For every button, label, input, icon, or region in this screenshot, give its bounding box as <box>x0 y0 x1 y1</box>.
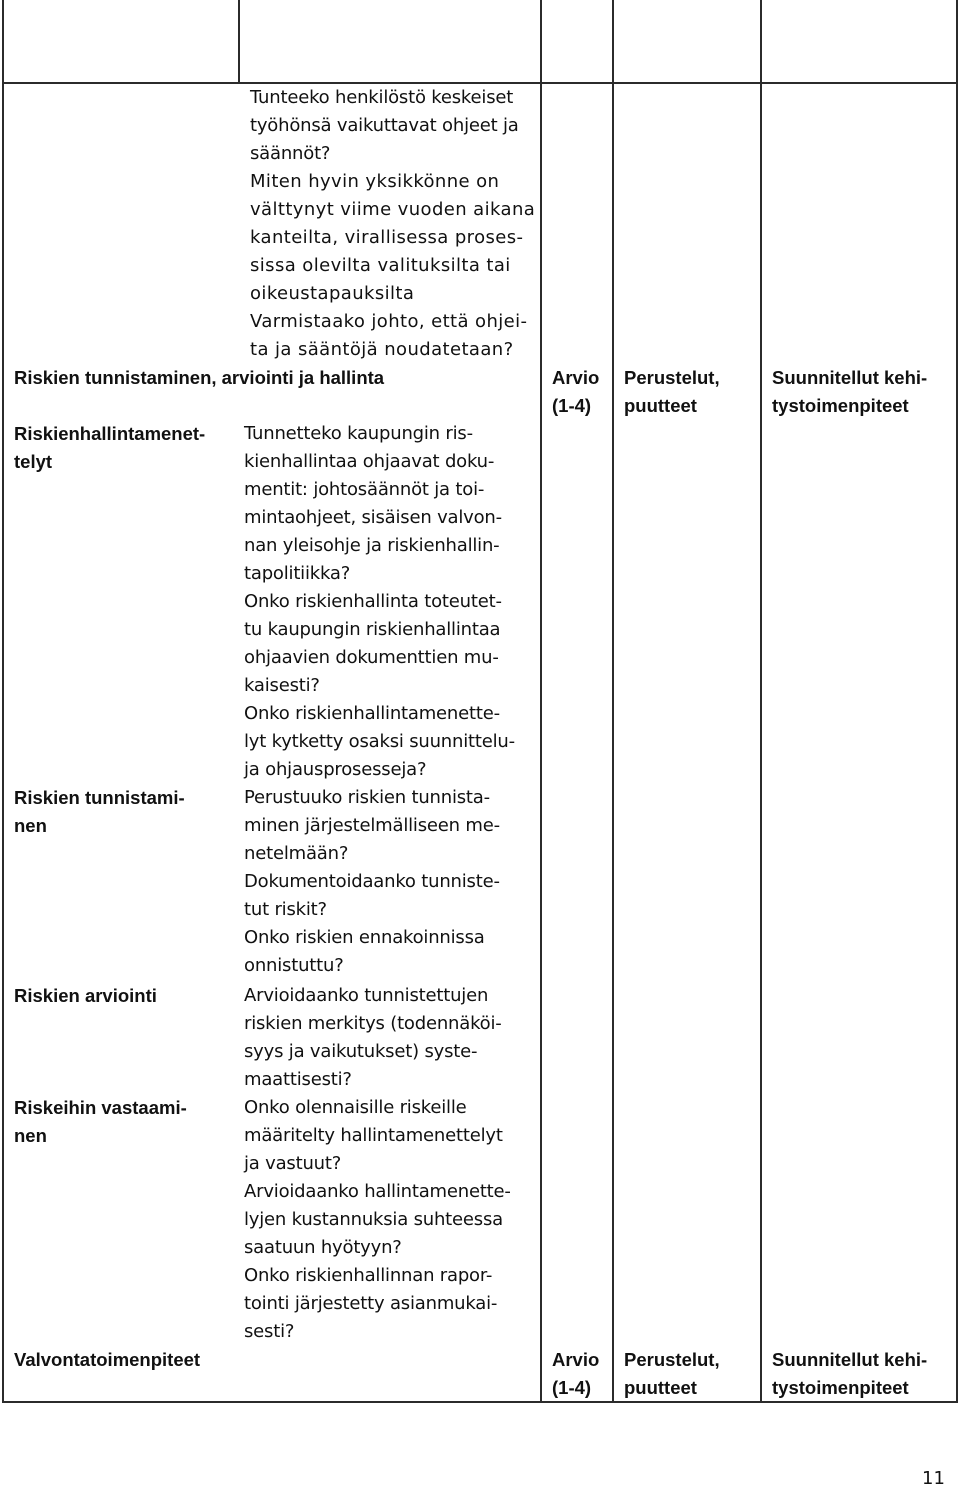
table-col-divider-kehitys <box>760 0 762 1403</box>
question-risk-implemented: Onko riskienhallinta toteutet- tu kaupungin riskienhallintaa ohjaavien dokumenttien mu- kaisesti? <box>244 591 502 696</box>
category-riskien-tunnistaminen: Riskien tunnistami- nen <box>14 787 185 836</box>
page-number: 11 <box>922 1468 945 1489</box>
category-riskienhallintamenettelyt: Riskienhallintamenet- telyt <box>14 423 206 472</box>
category-riskien-arviointi: Riskien arviointi <box>14 985 157 1006</box>
section-title-risk-management: Riskien tunnistaminen, arviointi ja hallinta <box>14 367 385 388</box>
column-header-perustelut: Perustelut, puutteet <box>624 367 720 416</box>
question-risk-anticipation: Onko riskien ennakoinnissa onnistuttu? <box>244 927 485 976</box>
column-header-perustelut-2: Perustelut, puutteet <box>624 1349 720 1398</box>
question-risk-linked-planning: Onko riskienhallintamenette- lyt kytketty osaksi suunnittelu- ja ohjausprosesseja? <box>244 703 515 780</box>
question-management-compliance: Varmistaako johto, että ohjei- ta ja sääntöjä noudatetaan? <box>250 311 528 360</box>
question-risk-assessment: Arvioidaanko tunnistettujen riskien merkitys (todennäköi- syys ja vaikutukset) syste- maattisesti? <box>244 985 502 1090</box>
column-header-arvio: Arvio (1-4) <box>552 367 600 416</box>
table-col-divider-arvio <box>540 0 542 1403</box>
question-identification-method: Perustuuko riskien tunnista- minen järjestelmälliseen me- netelmään? <box>244 787 500 864</box>
question-risks-documented: Dokumentoidaanko tunniste- tut riskit? <box>244 871 500 920</box>
section-title-valvontatoimenpiteet: Valvontatoimenpiteet <box>14 1349 201 1370</box>
question-cost-benefit: Arvioidaanko hallintamenette- lyjen kustannuksia suhteessa saatuun hyötyyn? <box>244 1181 511 1258</box>
question-staff-knowledge: Tunteeko henkilöstö keskeiset työhönsä vaikuttavat ohjeet ja säännöt? <box>250 87 519 164</box>
table-left-border <box>2 0 4 1403</box>
table-col-divider-perustelut <box>612 0 614 1403</box>
category-riskeihin-vastaaminen: Riskeihin vastaami- nen <box>14 1097 187 1146</box>
table-right-border <box>956 0 958 1403</box>
column-header-kehitystoimenpiteet-2: Suunnitellut kehi- tystoimenpiteet <box>772 1349 928 1398</box>
column-header-arvio-2: Arvio (1-4) <box>552 1349 600 1398</box>
table-col-divider-question-top <box>238 0 240 84</box>
column-header-kehitystoimenpiteet: Suunnitellut kehi- tystoimenpiteet <box>772 367 928 416</box>
question-avoid-lawsuits: Miten hyvin yksikkönne on välttynyt viime vuoden aikana kanteilta, virallisessa proses- sissa olevilta valituksilta tai oikeustapauksilta <box>250 171 536 304</box>
question-risk-reporting: Onko riskienhallinnan rapor- tointi järjestetty asianmukai- sesti? <box>244 1265 498 1342</box>
question-risk-documents: Tunnetteko kaupungin ris- kienhallintaa ohjaavat doku- mentit: johtosäännöt ja toi- mintaohjeet, sisäisen valvon- nan yleisohje ja riskienhallin- tapolitiikka? <box>244 423 502 584</box>
question-risk-responsibilities: Onko olennaisille riskeille määritelty hallintamenettelyt ja vastuut? <box>244 1097 503 1174</box>
